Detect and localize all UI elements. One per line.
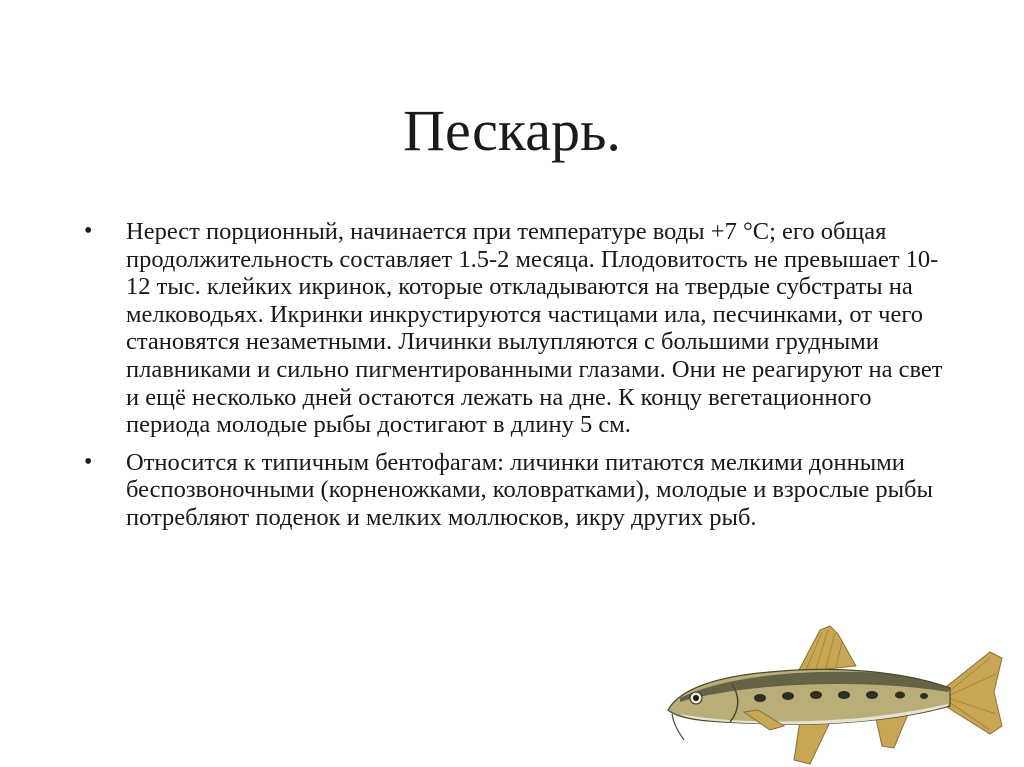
- tail-fin: [942, 652, 1002, 734]
- bullet-item-diet: [84, 449, 944, 532]
- bullet-marker: •: [84, 218, 93, 244]
- bullet-marker: •: [84, 448, 93, 475]
- bullet-text: Нерест порционный, начинается при температуре воды +7 °С; его общая продолжительность составляет 1.5-2 месяца. Плодовитость не превышает 10-12 тыс. клейких икринок, которые откладываются на твердые субстраты на мелководьях. Икринки инкрустируются частицами ила, песчинками, от чего становятся незаметными. Личинки вылупляются с большими грудными плавниками и сильно пигментированными глазами. Они не реагируют на свет и ещё несколько дней остаются лежать на дне. К концу вегетационного периода молодые рыбы достигают в длину 5 см.: [126, 218, 943, 439]
- bullet-list: [84, 218, 944, 542]
- pelvic-fin: [794, 720, 830, 764]
- fish-barbel: [672, 714, 684, 740]
- bullet-item-spawning: [84, 218, 944, 439]
- bullet-text: Относится к типичным бентофагам: личинки питаются мелкими донными беспозвоночными (корненожками, коловратками), молодые и взрослые рыбы потребляют поденок и мелких моллюсков, икру других рыб.: [126, 448, 933, 531]
- slide-title: Пескарь.: [403, 98, 621, 163]
- gudgeon-fish-illustration: [660, 618, 1005, 767]
